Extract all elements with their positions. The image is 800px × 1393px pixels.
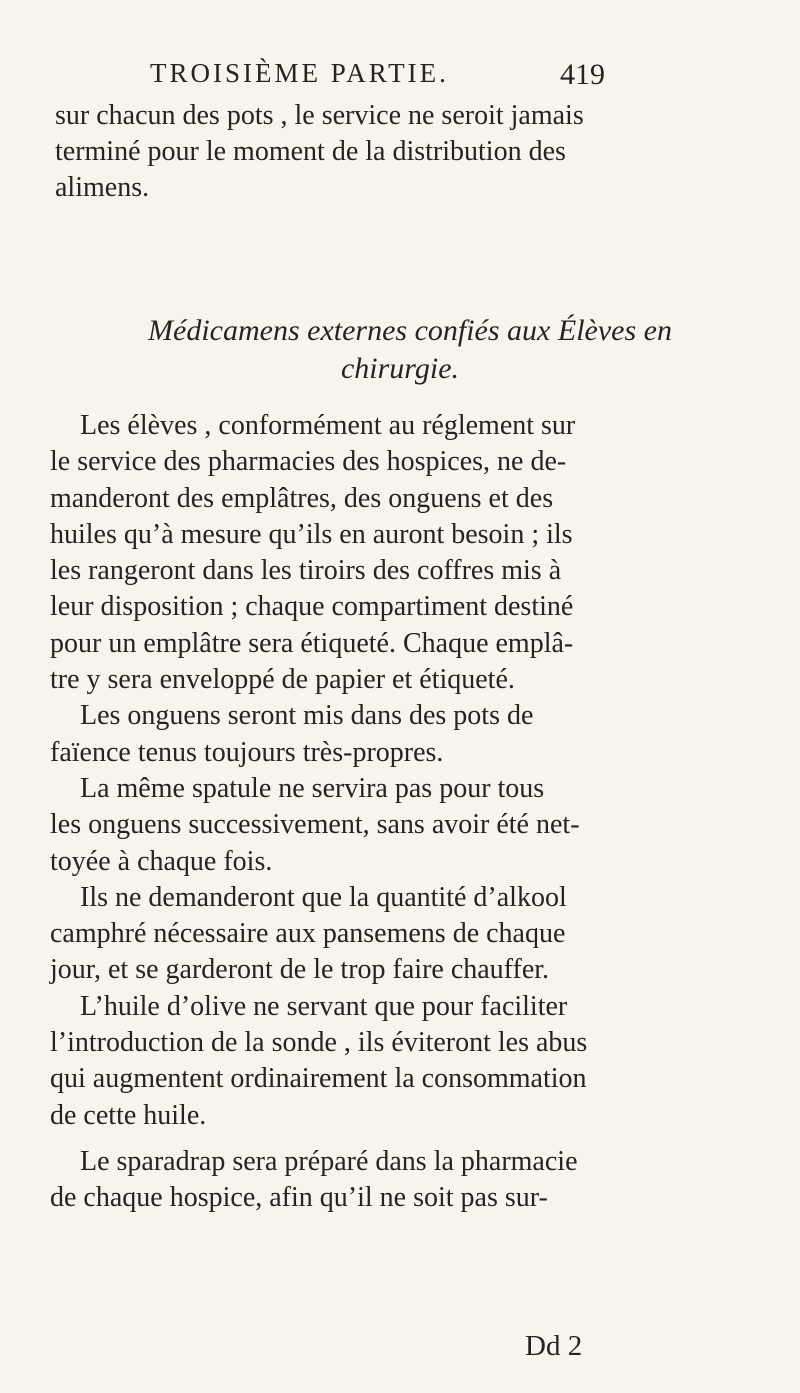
- text-line: les onguens successivement, sans avoir été net-: [50, 809, 580, 841]
- text-line: L’huile d’olive ne servant que pour faciliter: [80, 990, 568, 1022]
- heading-line: chirurgie.: [340, 352, 460, 385]
- text-line: Les élèves , conformément au réglement sur: [80, 410, 576, 441]
- text-line: pour un emplâtre sera étiqueté. Chaque emplâ-: [50, 627, 574, 659]
- text-line: faïence tenus toujours très-propres.: [50, 736, 444, 768]
- text-line: huiles qu’à mesure qu’ils en auront besoin ; ils: [50, 518, 573, 550]
- section-heading: [0, 312, 800, 388]
- body-text: [50, 408, 587, 1217]
- text-line: leur disposition ; chaque compartiment destiné: [50, 591, 574, 623]
- running-head: TROISIÈME PARTIE.: [150, 58, 449, 88]
- text-line: tre y sera enveloppé de papier et étiqueté.: [50, 664, 515, 696]
- text-line: sur chacun des pots , le service ne seroit jamais: [55, 100, 584, 131]
- text-line: jour, et se garderont de le trop faire chauffer.: [50, 954, 550, 986]
- text-line: terminé pour le moment de la distribution des: [55, 136, 566, 168]
- text-line: le service des pharmacies des hospices, ne de-: [50, 446, 567, 478]
- text-line: alimens.: [55, 172, 150, 204]
- signature-mark: Dd 2: [525, 1330, 583, 1362]
- text-line: toyée à chaque fois.: [50, 845, 273, 877]
- text-line: qui augmentent ordinairement la consommation: [50, 1063, 587, 1095]
- heading-line: Médicamens externes confiés aux Élèves en: [148, 314, 672, 347]
- page-number: 419: [560, 58, 605, 91]
- text-line: de chaque hospice, afin qu’il ne soit pas sur-: [50, 1182, 548, 1214]
- text-line: manderont des emplâtres, des onguens et des: [50, 482, 554, 514]
- text-line: de cette huile.: [50, 1099, 207, 1131]
- text-line: camphré nécessaire aux pansemens de chaque: [50, 918, 566, 950]
- text-line: l’introduction de la sonde , ils éviteront les abus: [50, 1027, 588, 1059]
- text-line: Le sparadrap sera préparé dans la pharmacie: [80, 1145, 578, 1177]
- text-line: Les onguens seront mis dans des pots de: [80, 700, 534, 732]
- opening-paragraph: [55, 98, 584, 207]
- text-line: les rangeront dans les tiroirs des coffres mis à: [50, 555, 562, 587]
- page-header: [0, 58, 800, 98]
- text-line: La même spatule ne servira pas pour tous: [80, 772, 545, 804]
- text-line: Ils ne demanderont que la quantité d’alkool: [80, 881, 567, 913]
